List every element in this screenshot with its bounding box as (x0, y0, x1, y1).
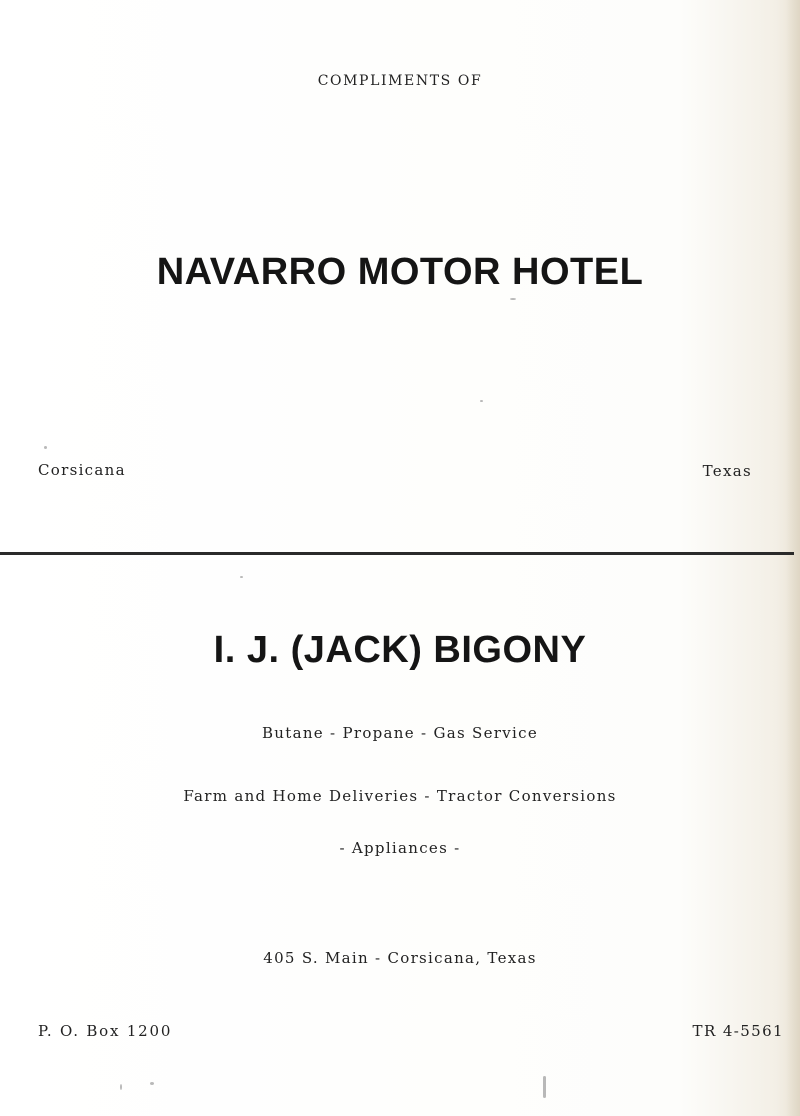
services-line-fuel: Butane - Propane - Gas Service (261, 724, 539, 742)
bigony-gas-service-ad (0, 556, 800, 1116)
scan-speck (480, 400, 483, 402)
scan-speck (150, 1082, 154, 1085)
scan-speck (120, 1084, 122, 1090)
bigony-name-heading: I. J. (JACK) BIGONY (213, 629, 587, 671)
scan-speck (44, 446, 47, 449)
street-address: 405 S. Main - Corsicana, Texas (263, 949, 537, 967)
phone-number: TR 4-5561 (692, 1022, 784, 1040)
services-line-appliances: - Appliances - (339, 839, 461, 857)
hotel-state: Texas (702, 462, 752, 480)
services-line-deliveries: Farm and Home Deliveries - Tractor Conversions (183, 787, 617, 805)
ad-divider-rule (0, 552, 794, 555)
scan-speck (240, 576, 243, 578)
hotel-city: Corsicana (38, 461, 126, 479)
compliments-of-label: COMPLIMENTS OF (317, 73, 483, 89)
scan-speck (543, 1076, 546, 1098)
po-box: P. O. Box 1200 (38, 1022, 173, 1040)
navarro-motor-hotel-ad (0, 0, 800, 553)
hotel-name-heading: NAVARRO MOTOR HOTEL (156, 251, 644, 293)
scan-speck (510, 298, 516, 300)
